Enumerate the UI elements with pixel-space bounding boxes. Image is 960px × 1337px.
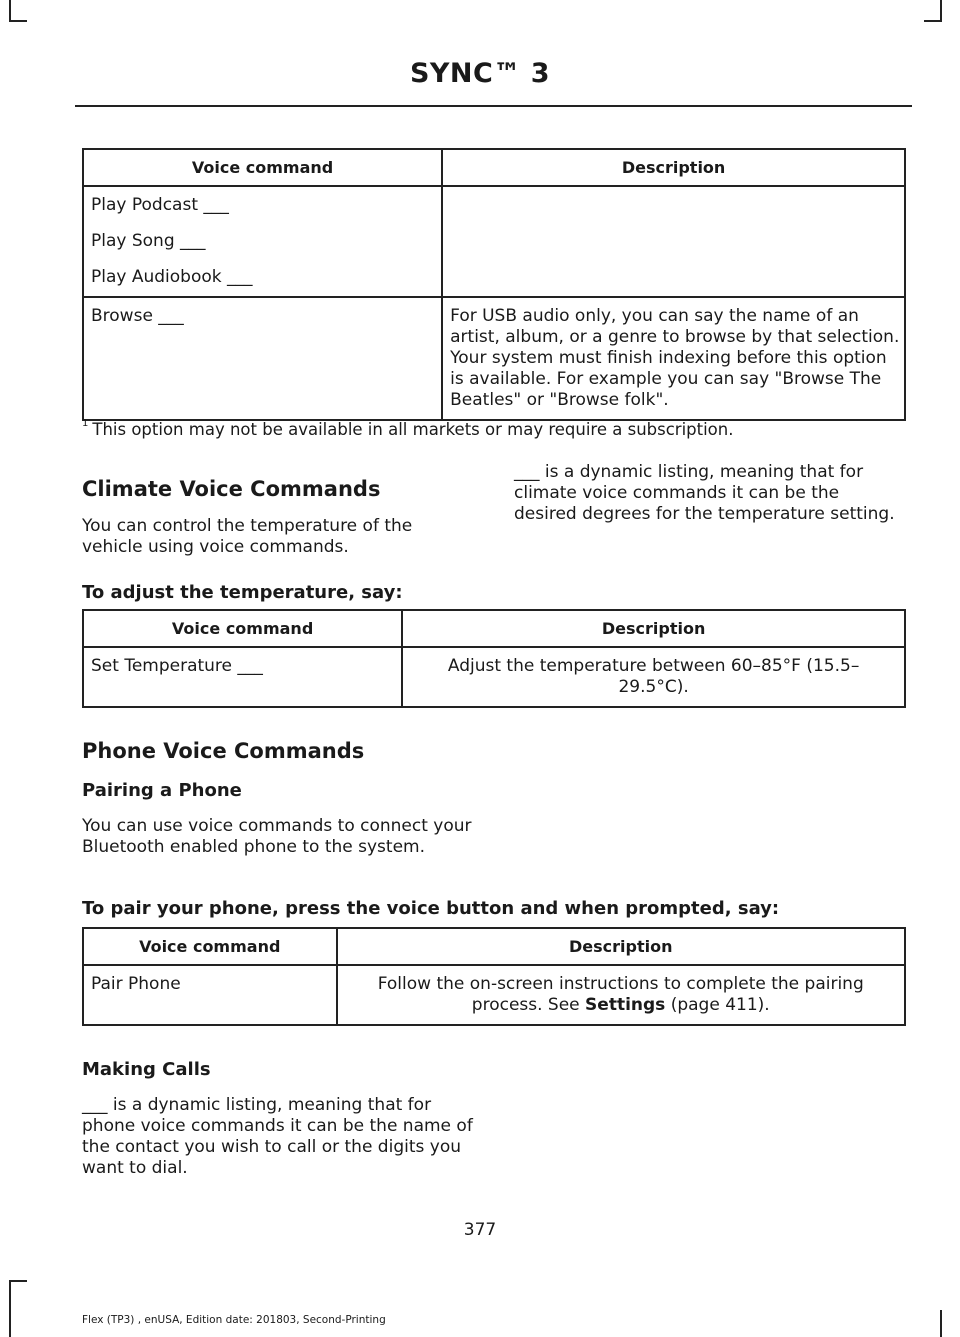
pairing-heading: Pairing a Phone	[82, 780, 242, 801]
description-cell	[337, 965, 906, 1025]
page-number: 377	[463, 1220, 497, 1240]
settings-link[interactable]: Settings	[585, 995, 666, 1015]
making-calls-heading: Making Calls	[82, 1059, 211, 1080]
crop-mark	[940, 0, 942, 22]
description-cell	[442, 186, 905, 297]
crop-mark	[9, 20, 27, 22]
making-calls-intro: ___ is a dynamic listing, meaning that for phone voice commands it can be the name of the contact you wish to call or the digits you want to dial.	[82, 1095, 473, 1178]
column-header-description: Description	[402, 610, 905, 647]
header-divider	[75, 105, 912, 107]
footnote	[82, 420, 733, 439]
crop-mark	[9, 1280, 11, 1337]
crop-mark	[924, 20, 942, 22]
table-row	[83, 647, 905, 707]
footnote-marker: 1	[82, 418, 89, 429]
column-header-command: Voice command	[83, 149, 442, 186]
climate-prompt: To adjust the temperature, say:	[82, 582, 403, 603]
column-header-command: Voice command	[83, 928, 337, 965]
description-page-ref: (page 411).	[665, 995, 770, 1015]
command-cell	[83, 186, 442, 297]
phone-command-table	[82, 927, 906, 1026]
phone-heading: Phone Voice Commands	[82, 739, 365, 763]
crop-mark	[9, 1280, 27, 1282]
climate-dynamic-note: ___ is a dynamic listing, meaning that for climate voice commands it can be the desired degrees for the temperature setting.	[514, 462, 895, 524]
column-header-description: Description	[337, 928, 906, 965]
table-row	[83, 297, 905, 420]
media-command-table	[82, 148, 906, 421]
column-header-description: Description	[442, 149, 905, 186]
command-text: Play Podcast ___	[91, 195, 229, 215]
description-cell: For USB audio only, you can say the name of an artist, album, or a genre to browse by that selection. Your system must finish indexing before this option is available. For example you can say "Browse The Beatles" or "Browse folk".	[442, 297, 905, 420]
crop-mark	[940, 1310, 942, 1337]
pairing-intro: You can use voice commands to connect your Bluetooth enabled phone to the system.	[82, 816, 472, 857]
command-text: Browse ___	[91, 306, 184, 326]
page-header-title: SYNC™ 3	[409, 58, 551, 89]
climate-intro: You can control the temperature of the vehicle using voice commands.	[82, 516, 413, 557]
climate-command-table	[82, 609, 906, 708]
command-cell: Set Temperature ___	[83, 647, 402, 707]
command-text: Play Song ___	[91, 231, 206, 251]
command-cell: Pair Phone	[83, 965, 337, 1025]
pairing-prompt: To pair your phone, press the voice button and when prompted, say:	[82, 898, 780, 919]
command-cell	[83, 297, 442, 420]
description-cell: Adjust the temperature between 60–85°F (15.5–29.5°C).	[402, 647, 905, 707]
column-header-command: Voice command	[83, 610, 402, 647]
description-text: Follow the on-screen instructions to complete the pairing process. See	[377, 974, 864, 1015]
table-row	[83, 965, 905, 1025]
edition-info: Flex (TP3) , enUSA, Edition date: 201803, Second-Printing	[82, 1314, 386, 1326]
footnote-text: This option may not be available in all markets or may require a subscription.	[92, 420, 734, 439]
command-text: Play Audiobook ___	[91, 267, 253, 287]
crop-mark	[9, 0, 11, 22]
climate-heading: Climate Voice Commands	[82, 477, 381, 501]
table-row	[83, 186, 905, 297]
